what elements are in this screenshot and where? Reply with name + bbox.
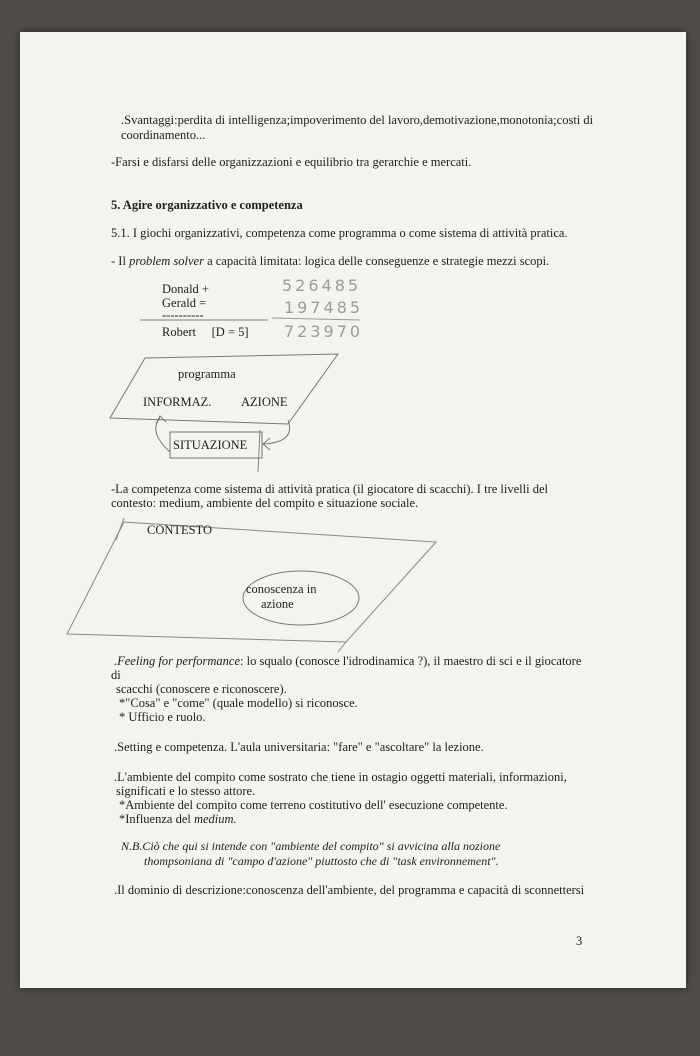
setting-text: .Setting e competenza. L'aula universitaria: "fare" e "ascoltare" la lezione.: [114, 740, 484, 754]
feeling-di: di: [111, 668, 121, 682]
svantaggi-line1: .Svantaggi:perdita di intelligenza;impoverimento del lavoro,demotivazione,monotonia;costi di: [121, 113, 594, 127]
document-page: [20, 32, 686, 988]
ambiente-line4: *Influenza del medium.: [119, 812, 237, 826]
nb-line1: N.B.Ciò che qui si intende con "ambiente del compito" si avvicina alla nozione: [121, 839, 501, 853]
section-heading: 5. Agire organizzativo e competenza: [111, 198, 303, 212]
feeling-line1: .Feeling for performance: lo squalo (conosce l'idrodinamica ?), il maestro di sci e il giocatore: [114, 654, 582, 668]
label-conoscenza-1: conoscenza in: [246, 582, 317, 596]
ambiente-line3: *Ambiente del compito come terreno costitutivo dell' esecuzione competente.: [119, 798, 508, 812]
label-contesto: CONTESTO: [147, 523, 213, 537]
label-azione: AZIONE: [241, 395, 288, 409]
feeling-line4: * Ufficio e ruolo.: [119, 710, 206, 724]
problem-solver-line: - Il problem solver a capacità limitata: logica delle conseguenze e strategie mezzi scopi.: [111, 254, 550, 268]
svantaggi-line2: coordinamento...: [121, 128, 206, 142]
label-informaz: INFORMAZ.: [143, 395, 212, 409]
problem-solver-emphasis: problem solver: [129, 254, 204, 268]
label-situazione: SITUAZIONE: [173, 438, 248, 452]
handwritten-sum-1: 526485: [282, 276, 362, 295]
puzzle-dashes: ----------: [162, 308, 204, 322]
feeling-line3: *"Cosa" e "come" (quale modello) si riconosce.: [119, 696, 358, 710]
hand-sum-line: [272, 318, 360, 320]
feeling-line2: scacchi (conoscere e riconoscere).: [116, 682, 287, 696]
label-programma: programma: [178, 367, 236, 381]
handwritten-sum-2: 197485: [284, 298, 364, 317]
dominio-text: .Il dominio di descrizione:conoscenza dell'ambiente, del programma e capacità di sconnettersi: [114, 883, 585, 897]
page-number: 3: [576, 934, 583, 948]
nb-line2: thompsoniana di "campo d'azione" piuttosto che di "task environnement".: [144, 854, 499, 868]
handwritten-sum-result: 723970: [284, 322, 364, 341]
puzzle-donald: Donald +: [162, 282, 209, 296]
subsection-5-1: 5.1. I giochi organizzativi, competenza come programma o come sistema di attività pratica.: [111, 226, 568, 240]
ambiente-line1: .L'ambiente del compito come sostrato che tiene in ostagio oggetti materiali, informazioni,: [114, 770, 567, 784]
feeling-emphasis: .Feeling for performance: [114, 654, 241, 668]
puzzle-gerald: Gerald =: [162, 296, 207, 310]
label-conoscenza-2: azione: [261, 597, 294, 611]
puzzle-robert: Robert [D = 5]: [162, 325, 249, 339]
farsi-text: -Farsi e disfarsi delle organizzazioni e equilibrio tra gerarchie e mercati.: [111, 155, 472, 169]
ambiente-line2: significati e lo stesso attore.: [116, 784, 256, 798]
arrow-informaz: [156, 418, 170, 452]
programma-parallelogram: [110, 354, 338, 424]
competenza-line2: contesto: medium, ambiente del compito e situazione sociale.: [111, 496, 419, 510]
competenza-line1: -La competenza come sistema di attività pratica (il giocatore di scacchi). I tre livelli del: [111, 482, 548, 496]
